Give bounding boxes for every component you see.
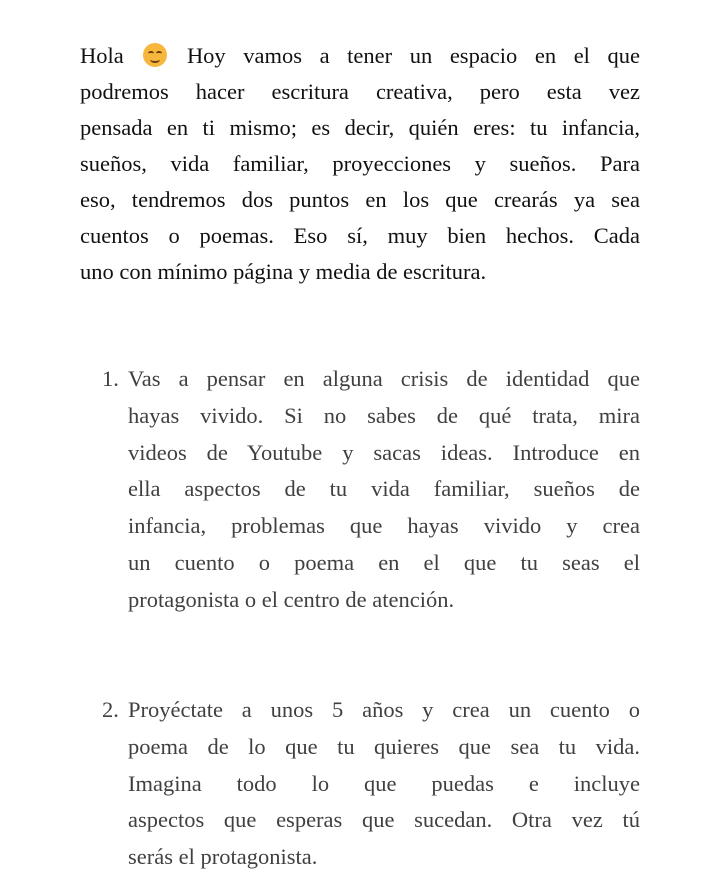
text-line: Imagina todo lo que puedas e incluye	[128, 770, 640, 796]
list-number: 2.	[102, 697, 119, 722]
text-line: un cuento o poema en el que tu seas el	[128, 549, 640, 575]
list-item	[102, 361, 640, 619]
text-line	[80, 38, 640, 74]
text-line: podremos hacer escritura creativa, pero esta vez	[80, 79, 640, 104]
text-line: uno con mínimo página y media de escritura.	[80, 259, 487, 284]
text-line: serás el protagonista.	[128, 844, 318, 870]
text-line: pensada en ti mismo; es decir, quién eres: tu infancia,	[80, 115, 640, 140]
text-line: Vas a pensar en alguna crisis de identidad que	[128, 366, 640, 391]
text-line: hayas vivido. Si no sabes de qué trata, mira	[128, 402, 640, 428]
smiling-face-icon	[143, 43, 167, 67]
intro-paragraph	[80, 38, 640, 290]
text-line: cuentos o poemas. Eso sí, muy bien hechos. Cada	[80, 223, 640, 248]
text-line: eso, tendremos dos puntos en los que crearás ya sea	[80, 187, 640, 212]
greeting: Hola	[80, 43, 124, 68]
text-line: poema de lo que tu quieres que sea tu vida.	[128, 733, 640, 759]
text-line: sueños, vida familiar, proyecciones y sueños. Para	[80, 151, 640, 176]
list-item	[102, 692, 640, 876]
text-segment: Hoy vamos a tener un espacio en el que	[186, 43, 641, 68]
text-line: videos de Youtube y sacas ideas. Introduce en	[128, 439, 640, 465]
list-number: 1.	[102, 366, 119, 391]
text-line: ella aspectos de tu vida familiar, sueños de	[128, 476, 640, 502]
text-line: protagonista o el centro de atención.	[128, 586, 455, 612]
text-line: Proyéctate a unos 5 años y crea un cuento o	[128, 697, 640, 722]
text-line: infancia, problemas que hayas vivido y crea	[128, 513, 640, 539]
text-line: aspectos que esperas que sucedan. Otra vez tú	[128, 807, 640, 833]
